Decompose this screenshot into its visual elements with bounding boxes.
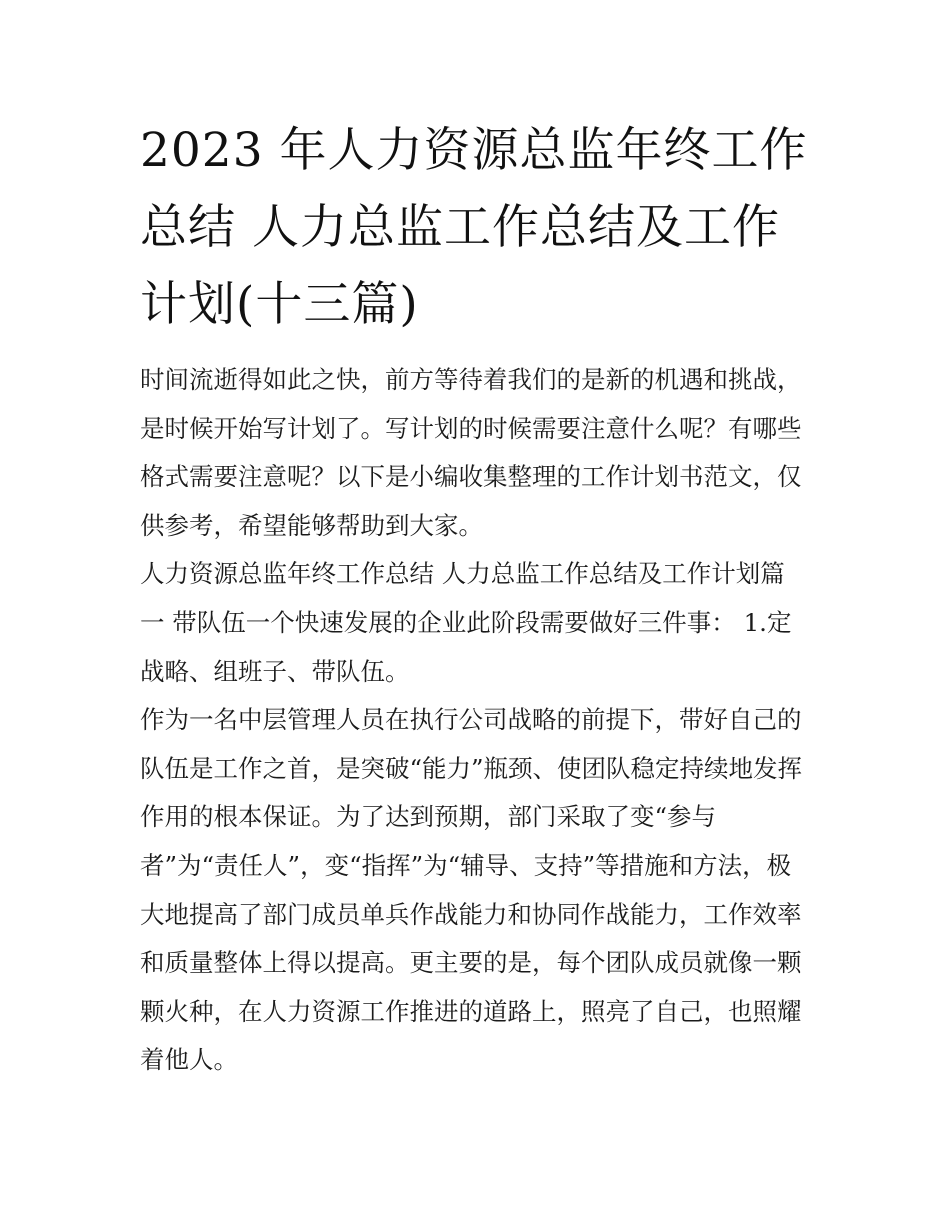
title-line: 总结 人力总监工作总结及工作 <box>140 200 780 255</box>
document-body <box>140 356 820 1085</box>
body-line: 人力资源总监年终工作总结 人力总监工作总结及工作计划篇 <box>140 559 785 589</box>
body-line: 是时候开始写计划了。写计划的时候需要注意什么呢？有哪些 <box>140 413 802 443</box>
body-line: 和质量整体上得以提高。更主要的是，每个团队成员就像一颗 <box>140 948 802 978</box>
body-line: 时间流逝得如此之快，前方等待着我们的是新的机遇和挑战， <box>140 365 802 394</box>
body-line: 大地提高了部门成员单兵作战能力和协同作战能力，工作效率 <box>140 899 802 929</box>
body-line: 着他人。 <box>140 1045 238 1075</box>
body-line: 格式需要注意呢？以下是小编收集整理的工作计划书范文，仅 <box>140 462 802 492</box>
body-line: 作为一名中层管理人员在执行公司战略的前提下，带好自己的 <box>140 705 802 735</box>
body-line: 者”为“责任人”，变“指挥”为“辅导、支持”等措施和方法，极 <box>140 850 792 880</box>
body-line: 颗火种，在人力资源工作推进的道路上，照亮了自己，也照耀 <box>140 996 802 1026</box>
title-line: 2023 年人力资源总监年终工作 <box>140 123 808 178</box>
title-line: 计划(十三篇) <box>140 277 419 332</box>
body-line: 队伍是工作之首，是突破“能力”瓶颈、使团队稳定持续地发挥 <box>140 753 803 783</box>
body-line: 一 带队伍一个快速发展的企业此阶段需要做好三件事： 1.定 <box>140 607 792 637</box>
body-line: 供参考，希望能够帮助到大家。 <box>140 510 483 540</box>
document-title <box>140 112 820 343</box>
body-line: 作用的根本保证。为了达到预期，部门采取了变“参与 <box>140 802 717 832</box>
body-line: 战略、组班子、带队伍。 <box>140 656 410 686</box>
